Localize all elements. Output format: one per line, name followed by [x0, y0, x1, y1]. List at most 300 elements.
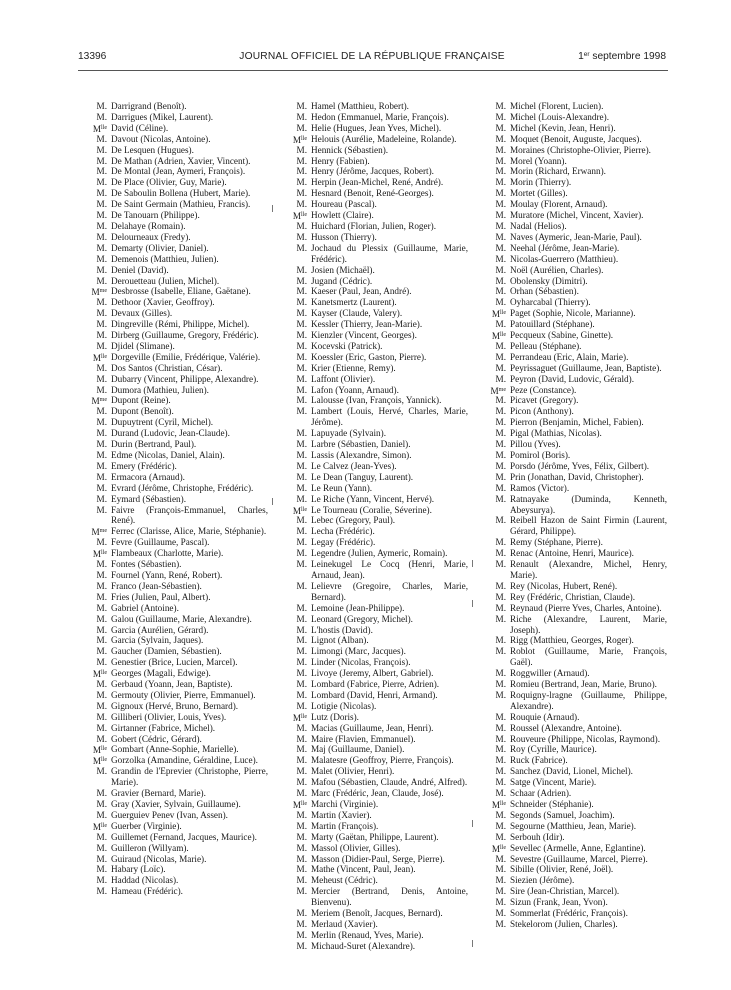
print-mark — [272, 205, 273, 212]
civility-title: M. — [296, 231, 307, 242]
civility-title: M. — [296, 493, 307, 504]
name-entry — [86, 690, 268, 701]
person-name: Guillemet (Fernand, Jacques, Maurice). — [111, 831, 257, 842]
civility-title: M. — [296, 395, 307, 406]
person-name: Dubarry (Vincent, Philippe, Alexandre). — [111, 373, 259, 384]
civility-title: M. — [296, 122, 307, 133]
civility-title: M. — [296, 809, 307, 820]
civility-title: M. — [96, 569, 107, 580]
name-entry — [286, 657, 468, 668]
name-entry — [286, 505, 468, 516]
person-name: Malatesre (Geoffroy, Pierre, François). — [311, 755, 454, 766]
civility-title: M. — [495, 122, 506, 133]
name-entry — [286, 941, 468, 952]
civility-title: M. — [96, 711, 107, 722]
civility-title: M. — [495, 722, 506, 733]
name-entry — [485, 581, 667, 592]
person-name: Perrandeau (Eric, Alain, Marie). — [510, 351, 629, 362]
person-name: Galou (Guillaume, Marie, Alexandre). — [111, 613, 252, 624]
civility-title: M. — [495, 210, 506, 221]
name-entry — [286, 625, 468, 636]
civility-title: M. — [495, 220, 506, 231]
civility-title: M. — [296, 242, 307, 253]
person-name: Peyrissaguet (Guillaume, Jean, Baptiste). — [510, 362, 662, 373]
name-entry — [286, 679, 468, 690]
person-name: Picavet (Gregory). — [510, 395, 579, 406]
person-name: Durand (Ludovic, Jean-Claude). — [111, 428, 230, 439]
name-entry — [286, 515, 468, 526]
civility-title: M. — [495, 831, 506, 842]
person-name: Gerbaud (Yoann, Jean, Baptiste). — [111, 679, 233, 690]
name-entry — [86, 123, 268, 134]
name-entry — [485, 559, 667, 581]
name-entry — [286, 799, 468, 810]
name-entry — [86, 483, 268, 494]
person-name: Peze (Constance). — [510, 384, 577, 395]
civility-title: M. — [96, 722, 107, 733]
name-entry — [86, 112, 268, 123]
name-entry — [86, 799, 268, 810]
name-entry — [286, 319, 468, 330]
civility-title: M. — [495, 428, 506, 439]
name-entry — [86, 494, 268, 505]
person-name: Oyharcabal (Thierry). — [510, 297, 591, 308]
name-entry — [86, 625, 268, 636]
name-entry — [86, 843, 268, 854]
civility-title: $M^{me}$ — [91, 527, 107, 538]
civility-title: M. — [296, 177, 307, 188]
person-name: Fontes (Sébastien). — [111, 559, 182, 570]
civility-title: M. — [495, 406, 506, 417]
person-name: Rey (Nicolas, Hubert, René). — [510, 580, 618, 591]
person-name: Moquet (Benoit, Auguste, Jacques). — [510, 133, 642, 144]
name-entry — [485, 406, 667, 417]
name-entry — [86, 668, 268, 679]
person-name: Darrigues (Mikel, Laurent). — [111, 111, 214, 122]
civility-title: M. — [296, 450, 307, 460]
name-entry — [86, 821, 268, 832]
civility-title: M. — [296, 744, 307, 755]
civility-title: M. — [96, 689, 107, 700]
person-name: Porsdo (Jérôme, Yves, Félix, Gilbert). — [510, 460, 650, 471]
person-name: Devaux (Gilles). — [111, 308, 173, 319]
civility-title: M. — [96, 853, 107, 864]
person-name: Hedon (Emmanuel, Marie, François). — [311, 111, 449, 122]
person-name: Josien (Michaël). — [311, 264, 375, 275]
person-name: Mercier (Bertrand, Denis, Antoine, Bienvenu). — [311, 886, 468, 908]
person-name: Faivre (François-Emmanuel, Charles, René). — [111, 504, 268, 526]
civility-title: M. — [495, 362, 506, 373]
person-name: Lalousse (Ivan, François, Yannick). — [311, 395, 442, 406]
person-name: Stekelorom (Julien, Charles). — [510, 918, 618, 929]
name-entry — [86, 701, 268, 712]
name-entry — [286, 461, 468, 472]
person-name: Evrard (Jérôme, Christophe, Frédéric). — [111, 482, 254, 493]
name-entry — [286, 668, 468, 679]
civility-title: M. — [96, 591, 107, 602]
name-entry — [86, 854, 268, 865]
civility-title: M. — [495, 460, 506, 471]
person-name: Malet (Olivier, Henri). — [311, 766, 395, 777]
name-entry — [485, 265, 667, 276]
person-name: Masson (Didier-Paul, Serge, Pierre). — [311, 853, 445, 864]
civility-title: M. — [296, 657, 307, 668]
person-name: Helouis (Aurélie, Madeleine, Rolande). — [311, 133, 457, 144]
name-entry — [86, 472, 268, 483]
civility-title: M. — [296, 820, 307, 831]
person-name: Dumora (Mathieu, Julien). — [111, 384, 209, 395]
civility-title: M. — [495, 591, 506, 602]
person-name: Howlett (Claire). — [311, 210, 374, 221]
name-entry — [286, 166, 468, 177]
civility-title: M. — [495, 144, 506, 155]
name-entry — [485, 646, 667, 668]
person-name: Lecha (Frédéric). — [311, 526, 375, 537]
civility-title: $M^{lle}$ — [292, 800, 307, 810]
name-entry — [485, 188, 667, 199]
name-entry — [286, 341, 468, 352]
civility-title: M. — [296, 220, 307, 231]
civility-title: $M^{lle}$ — [92, 821, 107, 832]
name-entry — [86, 166, 268, 177]
civility-title: M. — [495, 897, 506, 908]
civility-title: M. — [495, 908, 506, 919]
civility-title: M. — [296, 264, 307, 275]
person-name: Morin (Thierry). — [510, 177, 572, 188]
civility-title: M. — [96, 864, 107, 875]
person-name: Guerguiev Penev (Ivan, Assen). — [111, 809, 228, 820]
person-name: De Tanouarn (Philippe). — [111, 210, 200, 221]
person-name: Lassis (Alexandre, Simon). — [311, 450, 412, 460]
name-entry — [485, 395, 667, 406]
person-name: Emery (Frédéric). — [111, 460, 177, 471]
civility-title: M. — [495, 351, 506, 362]
name-entry — [86, 559, 268, 570]
name-entry — [485, 134, 667, 145]
civility-title: M. — [96, 297, 107, 308]
civility-title: $M^{lle}$ — [92, 549, 107, 560]
civility-title: M. — [296, 275, 307, 286]
name-entry — [286, 297, 468, 308]
person-name: Sevestre (Guillaume, Marcel, Pierre). — [510, 853, 648, 864]
name-entry — [286, 177, 468, 188]
person-name: Jochaud du Plessix (Guillaume, Marie, Frédéric). — [311, 242, 468, 264]
name-entry — [86, 406, 268, 417]
civility-title: M. — [296, 766, 307, 777]
person-name: Rouveure (Philippe, Nicolas, Raymond). — [510, 733, 661, 744]
person-name: Sevellec (Armelle, Anne, Eglantine). — [510, 842, 646, 853]
person-name: Ratnayake (Duminda, Kenneth, Abeysurya). — [510, 493, 667, 515]
person-name: Dirberg (Guillaume, Gregory, Frédéric). — [111, 330, 259, 341]
person-name: Legay (Frédéric). — [311, 537, 376, 548]
name-entry — [286, 701, 468, 712]
name-entry — [485, 145, 667, 156]
name-entry — [485, 254, 667, 265]
civility-title: M. — [495, 493, 506, 504]
name-entry — [286, 232, 468, 243]
person-name: Ermacora (Arnaud). — [111, 471, 185, 482]
civility-title: M. — [296, 384, 307, 395]
civility-title: M. — [495, 297, 506, 308]
civility-title: $M^{lle}$ — [491, 800, 506, 810]
name-entry — [286, 755, 468, 766]
person-name: Reibell Hazon de Saint Firmin (Laurent, Gérard, Philippe). — [510, 515, 667, 537]
person-name: Germouty (Olivier, Pierre, Emmanuel). — [111, 689, 256, 700]
name-entry — [286, 810, 468, 821]
person-name: Lombard (David, Henri, Armand). — [311, 689, 438, 700]
person-name: Renac (Antoine, Henri, Maurice). — [510, 548, 634, 559]
person-name: Dethoor (Xavier, Geoffroy). — [111, 297, 215, 308]
civility-title: M. — [96, 886, 107, 897]
name-entry — [286, 821, 468, 832]
civility-title: M. — [96, 308, 107, 319]
person-name: Michaud-Suret (Alexandre). — [311, 940, 416, 951]
civility-title: M. — [296, 155, 307, 166]
person-name: Sanchez (David, Lionel, Michel). — [510, 766, 633, 777]
civility-title: M. — [96, 384, 107, 395]
person-name: Marc (Frédéric, Jean, Claude, José). — [311, 788, 444, 799]
civility-title: M. — [495, 177, 506, 188]
name-entry — [485, 472, 667, 483]
person-name: Flambeaux (Charlotte, Marie). — [111, 548, 224, 559]
print-mark — [272, 498, 273, 505]
person-name: Martin (Xavier). — [311, 809, 372, 820]
name-entry — [485, 744, 667, 755]
name-entry — [286, 723, 468, 734]
person-name: Moulay (Florent, Arnaud). — [510, 199, 608, 210]
civility-title: M. — [96, 788, 107, 799]
person-name: Ferrec (Clarisse, Alice, Marie, Stéphanie). — [111, 526, 267, 537]
person-name: Kanetsmertz (Laurent). — [311, 297, 397, 308]
person-name: Naves (Aymeric, Jean-Marie, Paul). — [510, 231, 642, 242]
civility-title: $M^{lle}$ — [92, 123, 107, 134]
person-name: De Mathan (Adrien, Xavier, Vincent). — [111, 155, 251, 166]
person-name: Lambert (Louis, Hervé, Charles, Marie, Jérôme). — [311, 406, 468, 428]
civility-title: M. — [296, 875, 307, 886]
civility-title: M. — [296, 308, 307, 319]
person-name: Mathe (Vincent, Paul, Jean). — [311, 864, 416, 875]
person-name: Ruck (Fabrice). — [510, 755, 568, 766]
name-entry — [286, 374, 468, 385]
civility-title: M. — [296, 373, 307, 384]
name-entry — [485, 374, 667, 385]
name-entry — [286, 156, 468, 167]
name-entry — [485, 548, 667, 559]
name-entry — [286, 472, 468, 483]
civility-title: M. — [96, 679, 107, 690]
civility-title: M. — [96, 635, 107, 646]
person-name: Hameau (Frédéric). — [111, 886, 183, 897]
name-entry — [86, 592, 268, 603]
name-entry — [286, 112, 468, 123]
civility-title: M. — [296, 286, 307, 297]
civility-title: M. — [296, 624, 307, 635]
person-name: Meriem (Benoît, Jacques, Bernard). — [311, 908, 443, 919]
date-month-year: septembre 1998 — [589, 51, 666, 62]
person-name: Reynaud (Pierre Yves, Charles, Antoine). — [510, 602, 662, 613]
name-entry — [86, 766, 268, 788]
civility-title: M. — [296, 362, 307, 373]
civility-title: $M^{lle}$ — [292, 712, 307, 723]
name-entry — [485, 777, 667, 788]
civility-title: M. — [296, 635, 307, 646]
name-entry — [485, 668, 667, 679]
name-entry — [86, 712, 268, 723]
person-name: Hesnard (Benoit, René-Georges). — [311, 188, 434, 199]
name-entry — [286, 603, 468, 614]
person-name: Le Dean (Tanguy, Laurent). — [311, 471, 414, 482]
person-name: Le Reun (Yann). — [311, 482, 373, 493]
person-name: Husson (Thierry). — [311, 231, 377, 242]
print-mark — [472, 560, 473, 567]
name-entry — [86, 341, 268, 352]
person-name: Morin (Richard, Erwann). — [510, 166, 606, 177]
name-entry — [286, 734, 468, 745]
name-entry — [485, 199, 667, 210]
name-entry — [286, 439, 468, 450]
person-name: Lotigie (Nicolas). — [311, 700, 377, 711]
name-entry — [485, 483, 667, 494]
person-name: Habary (Loïc). — [111, 864, 166, 875]
name-entry — [286, 199, 468, 210]
name-entry — [485, 821, 667, 832]
name-entry — [485, 177, 667, 188]
name-entry — [86, 385, 268, 396]
person-name: Lombard (Fabrice, Pierre, Adrien). — [311, 679, 440, 690]
name-entry — [86, 254, 268, 265]
person-name: De Saint Germain (Mathieu, Francis). — [111, 199, 251, 210]
name-entry — [286, 265, 468, 276]
name-entry — [286, 483, 468, 494]
civility-title: M. — [296, 330, 307, 341]
civility-title: $M^{lle}$ — [491, 331, 506, 342]
person-name: Henry (Jérôme, Jacques, Robert). — [311, 166, 434, 177]
person-name: Gaucher (Damien, Sébastien). — [111, 646, 222, 657]
name-entry — [485, 276, 667, 287]
name-entry — [86, 297, 268, 308]
person-name: Gravier (Bernard, Marie). — [111, 788, 206, 799]
date-day: 1 — [578, 51, 584, 62]
person-name: Leonard (Gregory, Michel). — [311, 613, 413, 624]
civility-title: M. — [495, 559, 506, 570]
person-name: De Lesquen (Hugues). — [111, 144, 194, 155]
person-name: Gabriel (Antoine). — [111, 602, 179, 613]
civility-title: M. — [296, 755, 307, 766]
civility-title: M. — [296, 864, 307, 875]
civility-title: M. — [296, 319, 307, 330]
person-name: Edme (Nicolas, Daniel, Alain). — [111, 450, 225, 460]
civility-title: M. — [296, 733, 307, 744]
name-entry — [286, 919, 468, 930]
person-name: Kessler (Thierry, Jean-Marie). — [311, 319, 423, 330]
civility-title: M. — [96, 799, 107, 809]
name-entry — [86, 832, 268, 843]
person-name: Satge (Vincent, Marie). — [510, 777, 597, 788]
person-name: Lafon (Yoann, Arnaud). — [311, 384, 399, 395]
name-entry — [86, 156, 268, 167]
civility-title: M. — [96, 373, 107, 384]
civility-title: M. — [96, 144, 107, 155]
person-name: Delahaye (Romain). — [111, 220, 186, 231]
civility-title: M. — [495, 155, 506, 166]
civility-title: $M^{lle}$ — [491, 843, 506, 854]
civility-title: M. — [96, 406, 107, 417]
person-name: Derouetteau (Julien, Michel). — [111, 275, 220, 286]
civility-title: M. — [495, 635, 506, 646]
person-name: Nadal (Helios). — [510, 220, 567, 231]
name-entry — [485, 614, 667, 636]
person-name: Maj (Guillaume, Daniel). — [311, 744, 405, 755]
civility-title: M. — [495, 689, 506, 700]
person-name: Ramos (Victor). — [510, 482, 570, 493]
civility-title: M. — [296, 722, 307, 733]
civility-title: M. — [296, 700, 307, 711]
name-entry — [286, 864, 468, 875]
person-name: Noël (Aurélien, Charles). — [510, 264, 604, 275]
civility-title: M. — [495, 820, 506, 831]
name-entry — [86, 232, 268, 243]
person-name: Linder (Nicolas, François). — [311, 657, 411, 668]
civility-title: M. — [96, 417, 107, 428]
name-entry — [86, 646, 268, 657]
civility-title: M. — [296, 297, 307, 308]
person-name: Schneider (Stéphanie). — [510, 799, 594, 809]
civility-title: M. — [495, 199, 506, 210]
name-entry — [86, 875, 268, 886]
civility-title: M. — [495, 875, 506, 886]
person-name: Lemoine (Jean-Philippe). — [311, 602, 405, 613]
person-name: Pecqueux (Sabine, Ginette). — [510, 330, 614, 341]
person-name: Martin (François). — [311, 820, 379, 831]
name-entry — [86, 243, 268, 254]
civility-title: M. — [495, 918, 506, 929]
person-name: Dos Santos (Christian, César). — [111, 362, 223, 373]
civility-title: M. — [495, 613, 506, 624]
civility-title: M. — [296, 788, 307, 799]
person-name: Sibille (Olivier, René, Joël). — [510, 864, 614, 875]
civility-title: M. — [495, 886, 506, 897]
person-name: Garcia (Sylvain, Jaques). — [111, 635, 204, 646]
civility-title: M. — [296, 689, 307, 700]
person-name: Hamel (Matthieu, Robert). — [311, 101, 409, 111]
civility-title: M. — [296, 646, 307, 657]
name-entry — [485, 156, 667, 167]
name-entry — [485, 166, 667, 177]
name-entry — [286, 243, 468, 265]
name-entry — [86, 755, 268, 766]
person-name: Dupont (Benoît). — [111, 406, 174, 417]
person-name: L'hostis (David). — [311, 624, 373, 635]
person-name: Girtanner (Fabrice, Michel). — [111, 722, 216, 733]
person-name: Koessler (Eric, Gaston, Pierre). — [311, 351, 427, 362]
civility-title: M. — [495, 253, 506, 264]
name-entry — [86, 810, 268, 821]
civility-title: $M^{me}$ — [91, 287, 107, 298]
name-entry — [86, 145, 268, 156]
civility-title: M. — [296, 482, 307, 493]
name-entry — [86, 461, 268, 472]
name-entry — [86, 537, 268, 548]
name-entry — [286, 395, 468, 406]
person-name: Pomirol (Boris). — [510, 450, 571, 460]
name-entry — [286, 777, 468, 788]
name-entry — [485, 690, 667, 712]
person-name: Mortet (Gilles). — [510, 188, 568, 199]
person-name: Djidel (Slimane). — [111, 340, 175, 351]
name-entry — [485, 908, 667, 919]
civility-title: M. — [296, 580, 307, 591]
name-entry — [485, 385, 667, 396]
